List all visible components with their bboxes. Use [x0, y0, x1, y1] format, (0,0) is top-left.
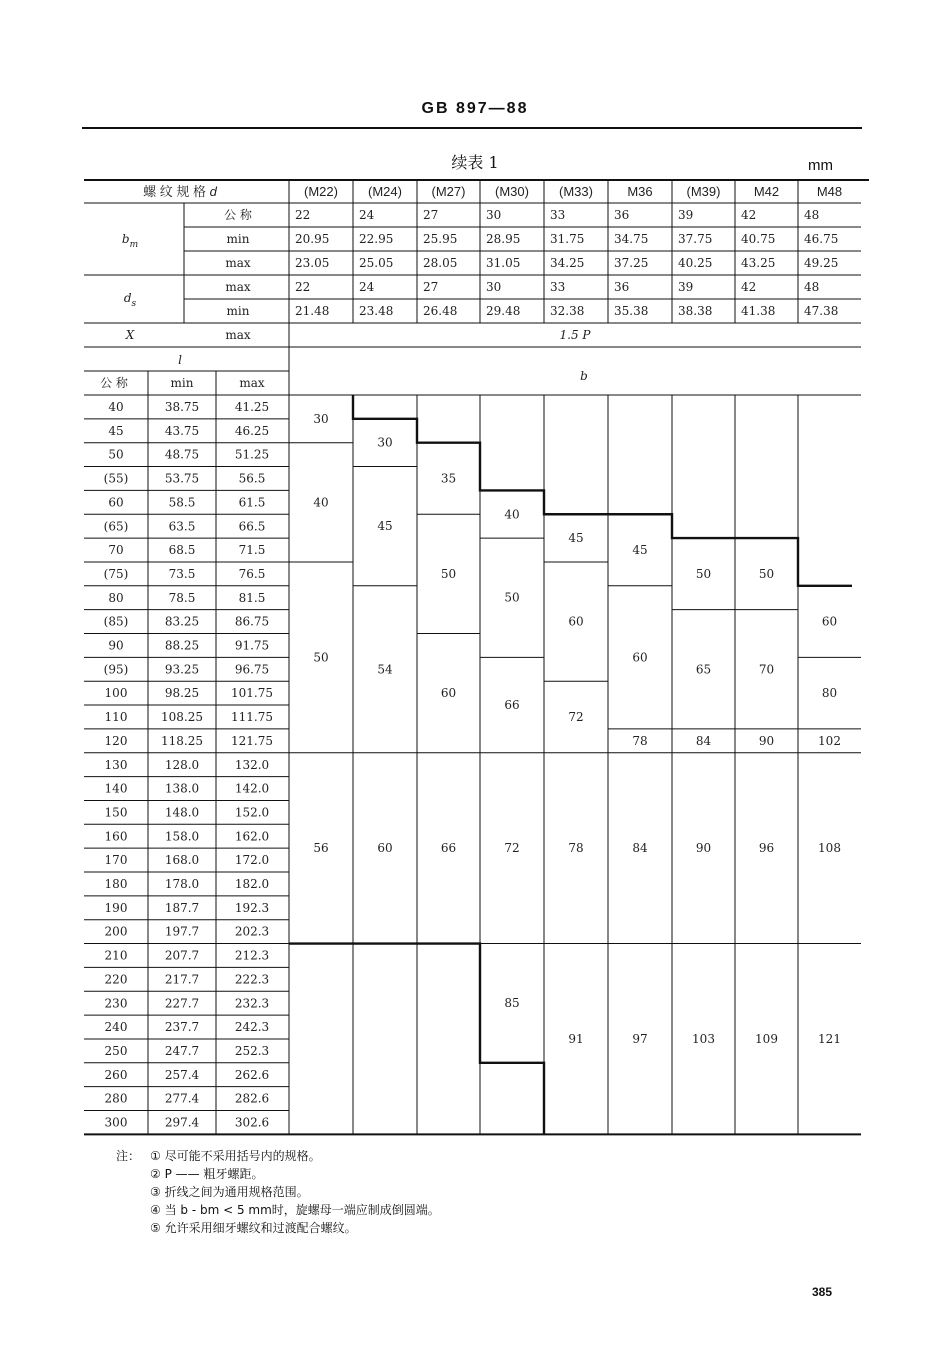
spec-header-8: M48	[816, 184, 843, 199]
ds_min-value-1: 23.48	[359, 304, 394, 318]
l-nominal-27: 250	[104, 1043, 128, 1058]
bm_max-value-5: 37.25	[614, 256, 649, 270]
l-max-3: 56.5	[238, 471, 266, 486]
note-1: ① 尽可能不采用括号内的规格。	[150, 1149, 321, 1163]
l-min-13: 108.25	[161, 710, 203, 725]
param-label-bm_min: min	[226, 232, 250, 246]
l-min-12: 98.25	[164, 686, 200, 701]
l-nominal-2: 50	[108, 447, 124, 462]
l-max-12: 101.75	[231, 686, 273, 701]
l-nominal-8: 80	[108, 590, 124, 605]
bm_min-value-3: 28.95	[486, 232, 521, 246]
l-max-21: 192.3	[234, 900, 270, 915]
b-value-8-4: 121	[818, 1031, 841, 1046]
bm_min-value-7: 40.75	[741, 232, 776, 246]
bm_min-value-5: 34.75	[614, 232, 649, 246]
l-max-0: 41.25	[234, 400, 270, 414]
note-row	[116, 1219, 440, 1237]
b-value-2-1: 50	[440, 566, 457, 581]
bm_nominal-value-4: 33	[550, 208, 566, 222]
spec-header-6: (M39)	[686, 184, 721, 199]
bm_nominal-value-6: 39	[678, 208, 694, 222]
note-row	[116, 1147, 440, 1165]
b-value-7-1: 70	[758, 662, 775, 677]
b-value-4-1: 60	[568, 614, 584, 629]
thread-spec-label: 螺 纹 规 格 d	[143, 184, 217, 199]
l-max-5: 66.5	[238, 519, 266, 534]
b-symbol: b	[580, 369, 588, 383]
l-nominal-26: 240	[104, 1020, 128, 1035]
l-min-16: 138.0	[164, 781, 200, 796]
l-min-19: 168.0	[164, 853, 200, 868]
bm_nominal-value-7: 42	[741, 208, 757, 222]
l-max-6: 71.5	[238, 543, 266, 558]
ds-symbol: $d_s$	[123, 291, 137, 309]
l-nominal-23: 210	[104, 948, 128, 963]
l-nominal-21: 190	[104, 900, 128, 915]
spec-header-0: (M22)	[304, 184, 338, 199]
ds_max-value-8: 48	[804, 280, 820, 294]
spec-header-3: (M30)	[495, 184, 529, 199]
bm_nominal-value-8: 48	[804, 208, 820, 222]
ds_max-value-1: 24	[359, 280, 375, 294]
bm_nominal-value-5: 36	[614, 208, 630, 222]
l-min-24: 217.7	[164, 972, 200, 987]
l-max-14: 121.75	[231, 733, 273, 748]
l-max-11: 96.75	[234, 662, 270, 677]
b-value-1-1: 45	[377, 519, 393, 534]
l-min-2: 48.75	[164, 447, 200, 462]
note-row	[116, 1201, 440, 1219]
ds_min-value-4: 32.38	[550, 304, 585, 318]
b-value-3-1: 50	[504, 590, 520, 605]
spec-header-7: M42	[753, 184, 780, 199]
l-min-10: 88.25	[164, 638, 200, 653]
b-value-2-2: 60	[440, 686, 457, 701]
x-value: 1.5 P	[559, 328, 591, 342]
b-value-7-4: 109	[755, 1031, 778, 1046]
ds_max-value-0: 22	[295, 280, 311, 294]
l-min-5: 63.5	[168, 519, 196, 534]
l-nominal-22: 200	[104, 924, 128, 939]
bm-symbol: $b_m$	[121, 232, 139, 250]
l-nominal-6: 70	[108, 543, 124, 558]
l-min-6: 68.5	[168, 543, 196, 558]
ds_min-value-2: 26.48	[423, 304, 458, 318]
b-value-0-0: 30	[313, 411, 329, 426]
l-nominal-4: 60	[108, 495, 124, 510]
l-min-28: 257.4	[164, 1067, 200, 1082]
bm_max-value-8: 49.25	[804, 256, 839, 270]
ds_max-value-5: 36	[614, 280, 630, 294]
l-min-11: 93.25	[164, 662, 200, 677]
bm_min-value-6: 37.75	[678, 232, 713, 246]
b-value-5-2: 78	[632, 733, 648, 748]
bm_max-value-0: 23.05	[295, 256, 330, 270]
l-max-16: 142.0	[234, 781, 270, 796]
b-value-4-2: 72	[568, 709, 584, 724]
b-value-4-3: 78	[568, 841, 584, 856]
b-value-6-3: 90	[695, 841, 712, 856]
l-max-7: 76.5	[238, 566, 266, 581]
l-min-8: 78.5	[168, 590, 196, 605]
param-label-ds_max: max	[225, 280, 251, 294]
l-nominal-header: 公 称	[100, 376, 128, 390]
l-max-20: 182.0	[234, 877, 270, 891]
ds_min-value-5: 35.38	[614, 304, 649, 318]
l-min-7: 73.5	[168, 566, 196, 581]
b-value-3-2: 66	[504, 698, 520, 713]
l-nominal-18: 160	[104, 829, 128, 844]
bm_max-value-1: 25.05	[359, 256, 394, 270]
b-value-1-2: 54	[377, 662, 393, 677]
l-min-20: 178.0	[164, 877, 200, 891]
l-symbol: l	[178, 353, 182, 367]
l-max-27: 252.3	[234, 1043, 270, 1058]
b-value-0-3: 56	[313, 841, 329, 856]
l-nominal-15: 130	[104, 757, 128, 772]
b-value-6-0: 50	[695, 566, 712, 581]
b-value-5-1: 60	[632, 650, 648, 665]
note-2: ② P —— 粗牙螺距。	[150, 1167, 264, 1181]
l-min-0: 38.75	[164, 400, 200, 414]
ds_max-value-3: 30	[486, 280, 502, 294]
spec-header-1: (M24)	[368, 184, 402, 199]
b-value-3-4: 85	[504, 996, 520, 1011]
l-max-25: 232.3	[234, 996, 270, 1011]
page-number: 385	[812, 1285, 833, 1299]
l-min-22: 197.7	[164, 924, 200, 939]
l-max-26: 242.3	[234, 1020, 270, 1035]
l-max-22: 202.3	[234, 924, 270, 939]
note-row	[116, 1165, 440, 1183]
table-caption: 续表 1	[451, 153, 499, 172]
b-value-6-1: 65	[695, 662, 712, 677]
note-4: ④ 当 b - bm < 5 mm时，旋螺母一端应制成倒圆端。	[150, 1203, 440, 1217]
l-min-15: 128.0	[164, 757, 200, 772]
l-min-17: 148.0	[164, 805, 200, 820]
l-nominal-24: 220	[104, 972, 128, 987]
l-max-header: max	[239, 376, 265, 390]
l-nominal-0: 40	[108, 400, 124, 414]
b-value-5-3: 84	[632, 841, 648, 856]
l-nominal-12: 100	[104, 686, 128, 701]
l-max-10: 91.75	[234, 638, 270, 653]
b-value-8-2: 102	[818, 733, 841, 748]
ds_min-value-7: 41.38	[741, 304, 776, 318]
bm_nominal-value-2: 27	[423, 208, 439, 222]
l-max-29: 282.6	[234, 1091, 270, 1106]
bm_min-value-1: 22.95	[359, 232, 394, 246]
ds_max-value-7: 42	[741, 280, 757, 294]
ds_min-value-6: 38.38	[678, 304, 713, 318]
spec-header-5: M36	[627, 184, 653, 199]
l-min-header: min	[170, 376, 194, 390]
note-3: ③ 折线之间为通用规格范围。	[150, 1185, 309, 1199]
l-nominal-13: 110	[104, 710, 128, 725]
bm_max-value-3: 31.05	[486, 256, 521, 270]
b-value-7-2: 90	[758, 733, 775, 748]
spec-header-4: (M33)	[559, 184, 593, 199]
l-min-26: 237.7	[164, 1020, 200, 1035]
l-min-14: 118.25	[161, 733, 203, 748]
note-row	[116, 1183, 440, 1201]
l-max-18: 162.0	[234, 829, 270, 844]
b-value-3-3: 72	[504, 841, 520, 856]
b-value-4-4: 91	[568, 1031, 584, 1046]
bm_nominal-value-1: 24	[359, 208, 375, 222]
b-value-7-0: 50	[758, 566, 775, 581]
notes-label: 注：	[116, 1149, 141, 1163]
b-value-1-3: 60	[377, 841, 393, 856]
l-min-27: 247.7	[164, 1043, 200, 1058]
l-min-18: 158.0	[164, 829, 200, 844]
ds_max-value-4: 33	[550, 280, 566, 294]
l-min-23: 207.7	[164, 948, 200, 963]
l-min-1: 43.75	[164, 423, 200, 438]
l-min-21: 187.7	[164, 900, 200, 915]
bm_nominal-value-3: 30	[486, 208, 502, 222]
bm_min-value-8: 46.75	[804, 232, 839, 246]
b-value-6-2: 84	[695, 733, 712, 748]
bm_max-value-4: 34.25	[550, 256, 585, 270]
l-max-13: 111.75	[231, 710, 273, 725]
b-value-2-3: 66	[440, 841, 457, 856]
b-value-3-0: 40	[504, 507, 520, 522]
l-nominal-5: (65)	[103, 519, 129, 534]
l-max-2: 51.25	[234, 447, 270, 462]
l-max-4: 61.5	[238, 495, 266, 510]
l-max-8: 81.5	[238, 590, 266, 605]
bm_min-value-4: 31.75	[550, 232, 585, 246]
b-value-5-4: 97	[632, 1031, 648, 1046]
spec-header-2: (M27)	[431, 184, 466, 199]
l-max-15: 132.0	[234, 757, 270, 772]
b-value-2-0: 35	[440, 471, 457, 486]
b-value-8-3: 108	[818, 841, 841, 856]
b-value-7-3: 96	[758, 841, 775, 856]
b-value-0-1: 40	[313, 495, 329, 510]
param-label-bm_nominal: 公 称	[224, 208, 252, 222]
b-value-8-0: 60	[821, 614, 838, 629]
b-value-0-2: 50	[313, 650, 329, 665]
l-max-9: 86.75	[234, 614, 270, 629]
l-nominal-3: (55)	[103, 471, 129, 486]
ds_max-value-2: 27	[423, 280, 439, 294]
l-min-30: 297.4	[164, 1115, 200, 1130]
l-max-17: 152.0	[234, 805, 270, 820]
l-max-23: 212.3	[234, 948, 270, 963]
l-nominal-14: 120	[104, 733, 128, 748]
ds_min-value-3: 29.48	[486, 304, 521, 318]
x-symbol: X	[125, 328, 135, 342]
l-nominal-11: (95)	[103, 662, 129, 677]
l-nominal-9: (85)	[103, 614, 129, 629]
bm_max-value-6: 40.25	[678, 256, 713, 270]
l-max-24: 222.3	[234, 972, 270, 987]
ds_min-value-0: 21.48	[295, 304, 330, 318]
l-max-19: 172.0	[234, 853, 270, 868]
l-nominal-19: 170	[104, 853, 128, 868]
standard-header: GB 897—88	[421, 100, 529, 117]
note-5: ⑤ 允许采用细牙螺纹和过渡配合螺纹。	[150, 1221, 357, 1235]
l-max-1: 46.25	[234, 423, 270, 438]
general-range-boundary-0	[353, 395, 852, 586]
unit-label: mm	[808, 157, 833, 174]
b-value-5-0: 45	[632, 543, 648, 558]
b-value-8-1: 80	[821, 686, 838, 701]
bm_nominal-value-0: 22	[295, 208, 311, 222]
bm_max-value-7: 43.25	[741, 256, 776, 270]
l-nominal-30: 300	[104, 1115, 128, 1130]
x-max-label: max	[225, 328, 251, 342]
l-nominal-16: 140	[104, 781, 128, 796]
b-value-4-0: 45	[568, 531, 584, 546]
param-label-bm_max: max	[225, 256, 251, 270]
l-max-28: 262.6	[234, 1067, 270, 1082]
l-min-9: 83.25	[164, 614, 200, 629]
l-min-25: 227.7	[164, 996, 200, 1011]
notes	[116, 1147, 440, 1237]
bm_min-value-0: 20.95	[295, 232, 330, 246]
ds_min-value-8: 47.38	[804, 304, 839, 318]
b-value-6-4: 103	[692, 1031, 715, 1046]
l-max-30: 302.6	[234, 1115, 270, 1130]
l-min-4: 58.5	[168, 495, 196, 510]
l-nominal-20: 180	[104, 877, 128, 891]
bm_max-value-2: 28.05	[423, 256, 458, 270]
ds_max-value-6: 39	[678, 280, 694, 294]
l-nominal-10: 90	[108, 638, 124, 653]
b-value-1-0: 30	[377, 435, 393, 450]
l-nominal-25: 230	[104, 996, 128, 1011]
l-min-29: 277.4	[164, 1091, 200, 1106]
l-min-3: 53.75	[164, 471, 200, 486]
l-nominal-28: 260	[104, 1067, 128, 1082]
param-label-ds_min: min	[226, 304, 250, 318]
l-nominal-17: 150	[104, 805, 128, 820]
l-nominal-7: (75)	[103, 566, 129, 581]
l-nominal-29: 280	[104, 1091, 128, 1106]
l-nominal-1: 45	[108, 423, 124, 438]
bm_min-value-2: 25.95	[423, 232, 458, 246]
